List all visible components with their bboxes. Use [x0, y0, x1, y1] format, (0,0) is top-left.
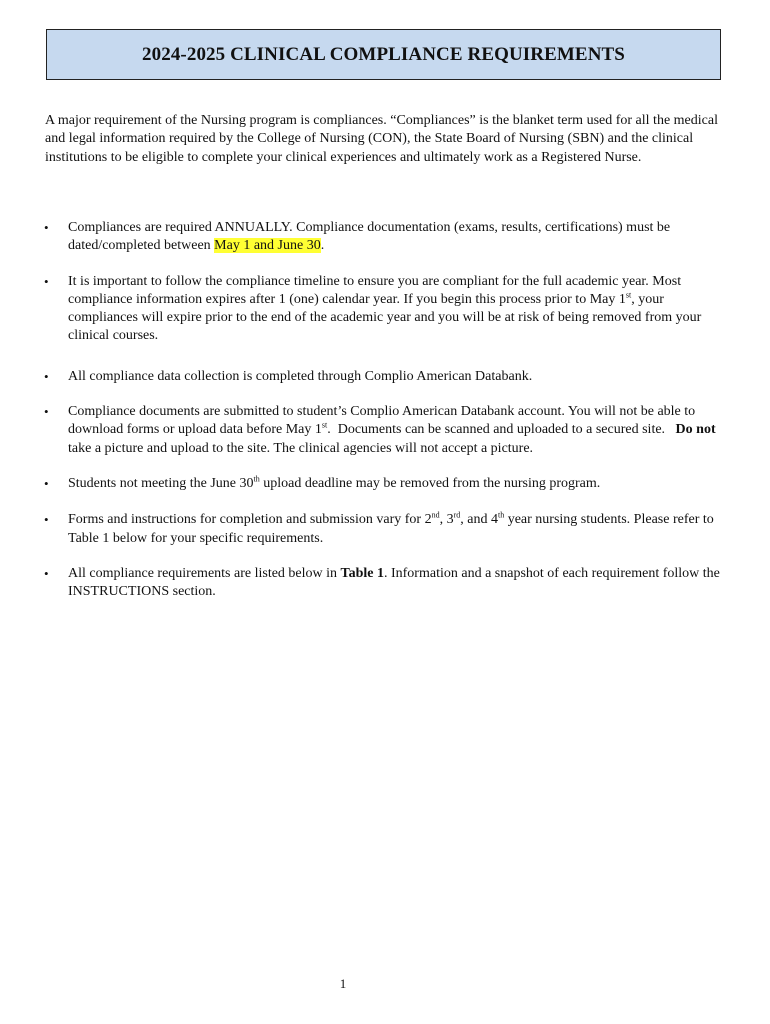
bullet-text: upload deadline may be removed from the nursing program. [259, 475, 601, 491]
bullet-text: take a picture and upload to the site. The clinical agencies will not accept a picture. [68, 440, 534, 456]
table-reference: Table 1 [340, 565, 384, 581]
bullet-text: , and 4 [460, 512, 498, 528]
bullet-text: . [320, 238, 325, 254]
title-banner [46, 29, 721, 80]
ordinal-suffix: th [253, 474, 260, 484]
bold-warning: Do not [675, 422, 716, 438]
requirements-list [40, 219, 730, 601]
ordinal-suffix: st [625, 290, 632, 300]
bullet-icon: • [44, 273, 49, 289]
bullet-text: , your compliances will expire prior to the end of the academic year and you will be at risk of being removed from your clinical courses. [68, 291, 702, 344]
page-title: 2024-2025 CLINICAL COMPLIANCE REQUIREMENTS [142, 43, 625, 65]
page-number: 1 [339, 976, 347, 991]
bullet-text: year nursing students. Please refer to Table 1 below for your specific requirements. [68, 512, 714, 546]
ordinal-suffix: st [321, 420, 328, 430]
bullet-text: All compliance requirements are listed below in [68, 565, 341, 581]
bullet-text: Compliance documents are submitted to student’s Complio American Databank account. You will not be able to download forms or upload data before May 1 [68, 404, 696, 438]
bullet-text: . Information and a snapshot of each requirement follow the INSTRUCTIONS section. [68, 565, 720, 600]
ordinal-suffix: th [497, 510, 505, 520]
list-item-complio-collection [40, 368, 730, 386]
highlighted-dates: May 1 and June 30 [214, 238, 321, 254]
bullet-text: . Documents can be scanned and uploaded to a secured site. [327, 422, 676, 438]
bullet-text: , 3 [439, 512, 454, 528]
bullet-icon: • [44, 220, 49, 235]
list-item-forms-by-year [40, 511, 730, 548]
intro-paragraph: A major requirement of the Nursing program is compliances. “Compliances” is the blanket term used for all the medical and legal information required by the College of Nursing (CON), the State Board of Nursing (SBN) and the clinical institutions to be eligible to complete your clinical experiences and ultimately work as a Registered Nurse. [45, 113, 718, 165]
bullet-text: It is important to follow the compliance timeline to ensure you are compliant for the full academic year. Most compliance information expires after 1 (one) calendar year. If you begin this process prior to May 1 [68, 273, 682, 307]
list-item-annual-requirement [40, 219, 730, 256]
list-item-compliance-timeline [40, 273, 730, 346]
list-item-upload-deadline [40, 475, 730, 493]
bullet-icon: • [44, 565, 49, 581]
list-item-table-reference [40, 565, 730, 602]
bullet-text: Compliances are required ANNUALLY. Compliance documentation (exams, results, certifications) must be dated/completed between [68, 220, 671, 254]
bullet-text: Students not meeting the June 30 [68, 475, 254, 491]
ordinal-suffix: rd [453, 510, 461, 520]
list-item-document-submission [40, 403, 730, 458]
bullet-icon: • [44, 368, 49, 384]
bullet-text: All compliance data collection is completed through Complio American Databank. [68, 368, 533, 384]
bullet-icon: • [44, 475, 49, 491]
bullet-text: Forms and instructions for completion and submission vary for 2 [68, 512, 432, 528]
ordinal-suffix: nd [431, 510, 440, 520]
bullet-icon: • [44, 512, 49, 528]
bullet-icon: • [44, 404, 49, 420]
